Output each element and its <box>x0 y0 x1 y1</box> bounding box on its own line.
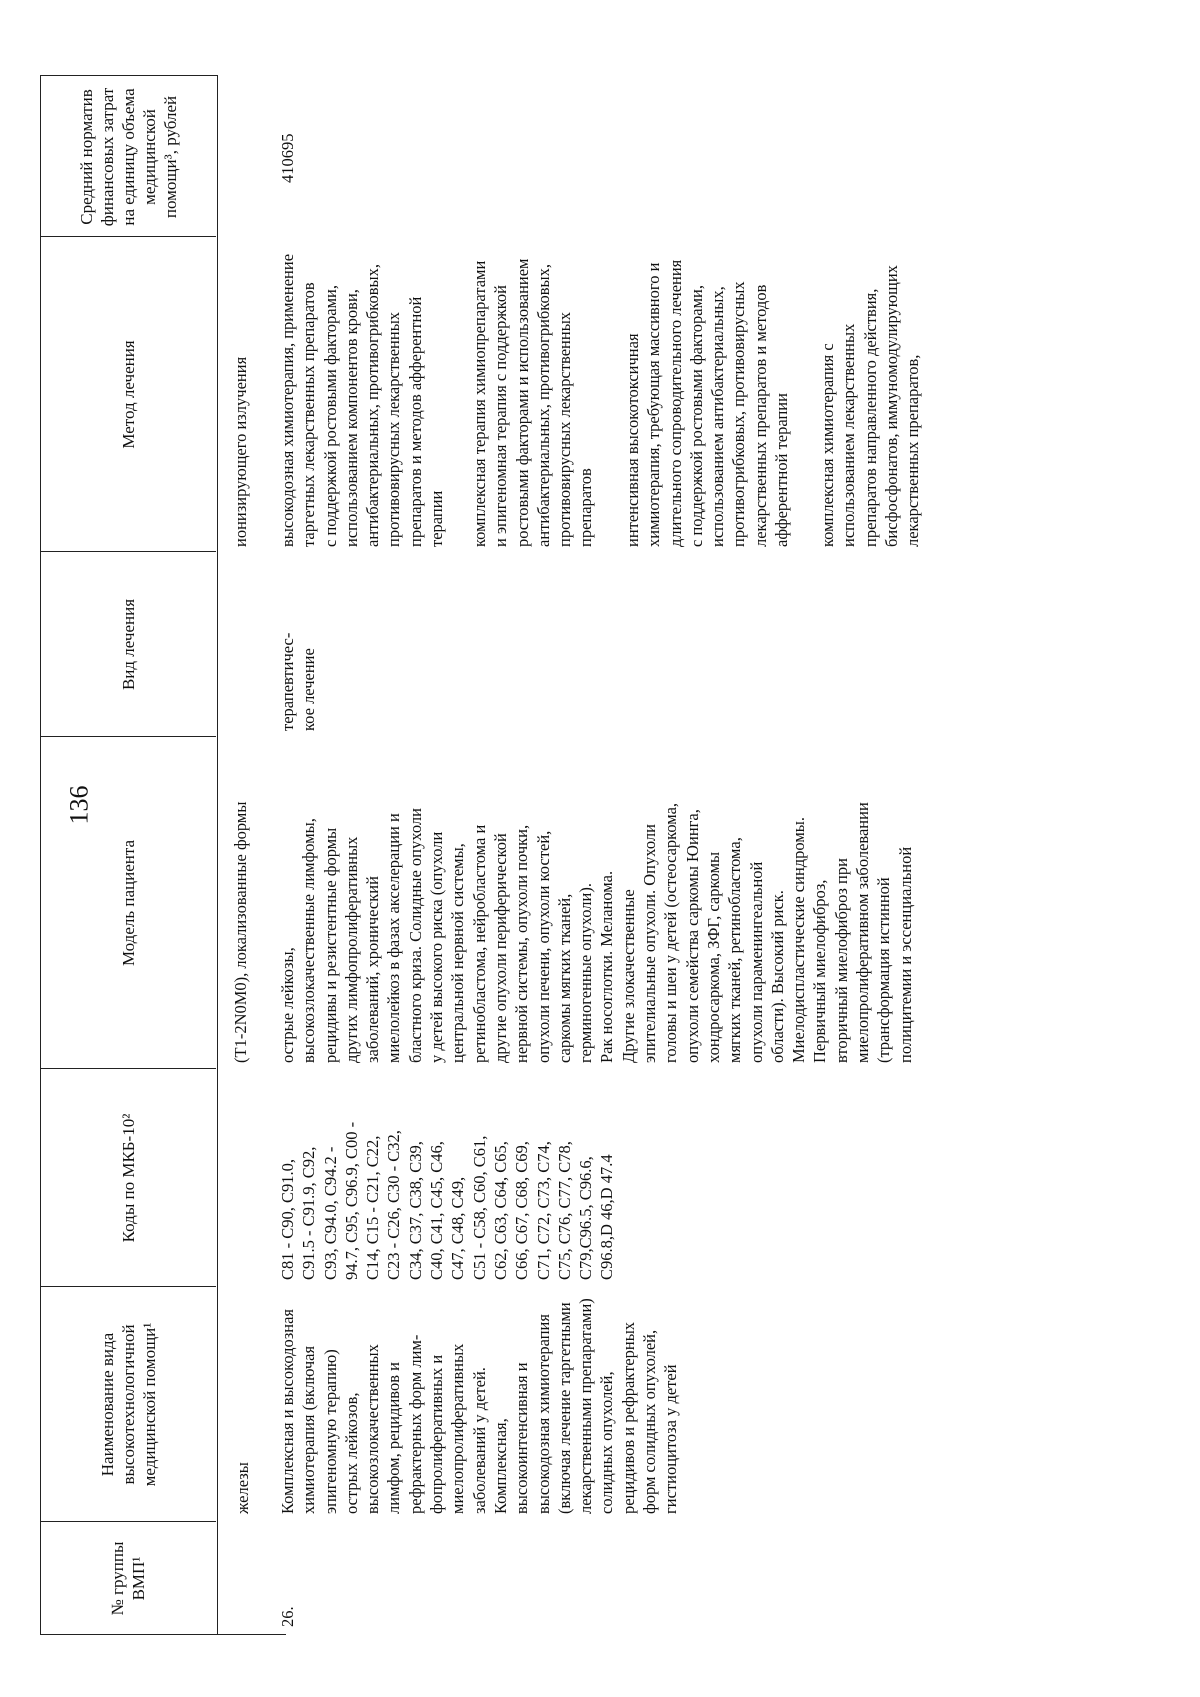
row-26-model: острые лейкозы, высокозлокачественные лимфомы, рецидивы и резистентные формы других лимфопролиферативных заболеваний, хронический миелолейкоз в фазах акселерации и бластного криза. Солидные опухоли у детей высокого риска (опухоли центральной нервной системы, ретинобластома, нейробластома и другие опухоли периферической нервной системы, опухоли почки, опухоли печени, опухоли костей, саркомы мягких тканей, герминогенные опухоли). Рак носоглотки. Меланома. Другие злокачественные эпителиальные опухоли. Опухоли головы и шеи у детей (остеосаркома, опухоли семейства саркомы Юинга, хондросаркома, ЗФГ, саркомы мягких тканей, ретинобластома, опухоли параменингеальной области). Высокий риск. Миелодиспластические синдромы. Первичный миелофиброз, вторичный миелофиброз при миелопролиферативном заболевании (трансформация истинной полицитемии и эссенциальной <box>278 802 915 1063</box>
row-26-codes: C81 - C90, C91.0, C91.5 - C91.9, C92, C93, C94.0, C94.2 - 94.7, C95, C96.9, C00 - C14, C15 - C21, C22, C23 - C26, C30 - C32, C34, C37, C38, C39, C40, C41, C45, C46, C47, C48, C49, C51 - C58, C60, C61, C62, C63, C64, C65, C66, C67, C68, C69, C71, C72, C73, C74, C75, C76, C77, C78, C79,C96.5, C96.6, C96.8,D 46,D 47.4 <box>278 1121 617 1280</box>
header-cost: Средний норматив финансовых затрат на единицу объема медицинской помощи³, рублей <box>76 87 180 227</box>
header-codes: Коды по МКБ-10² <box>118 1113 138 1243</box>
row-26-method-4: комплексная химиотерапия с использованием лекарственных препаратов направленного действия, бисфосфонатов, иммуномодулирующих лекарственных препаратов, <box>818 265 923 547</box>
header-type: Вид лечения <box>118 598 138 691</box>
page-number: 136 <box>64 785 94 825</box>
left-rule <box>216 1634 286 1635</box>
row-26-method-1: высокодозная химиотерапия, применение таргетных лекарственных препаратов с поддержкой ростовыми факторами, использованием компонентов крови, антибактериальных, противогрибковых, противовирусных лекарственных препаратов и методов афферентной терапии <box>278 253 447 547</box>
header-method: Метод лечения <box>118 340 138 449</box>
row-26-cost: 410695 <box>278 133 297 183</box>
row-26-num: 26. <box>278 1606 297 1627</box>
row-26-method-2: комплексная терапия химиопрепаратами и эпигеномная терапия с поддержкой ростовыми факторами и использованием антибактериальных, противогрибковых, противовирусных лекарственных препаратов <box>470 258 596 547</box>
header-name: Наименование вида высокотехнологичной медицинской помощи¹ <box>97 1322 159 1487</box>
continuation-model: (T1-2N0M0), локализованные формы <box>231 801 250 1063</box>
continuation-name: железы <box>233 1462 252 1514</box>
row-26-method-3: интенсивная высокотоксичная химиотерапия, требующая массивного и длительного сопроводительного лечения с поддержкой ростовыми факторами, использованием антибактериальных, противогрибковых, противовирусных лекарственных препаратов и методов афферентной терапии <box>623 259 792 547</box>
header-num: № группы ВМП¹ <box>108 1541 148 1616</box>
header-model: Модель пациента <box>118 839 138 967</box>
row-26-name: Комплексная и высокодозная химиотерапия (включая эпигеномную терапию) острых лейкозов, высокозлокачественных лимфом, рецидивов и рефрактерных форм лим- фопролиферативных и миелопролиферативных заболеваний у детей. Комплексная, высокоинтенсивная и высокодозная химиотерапия (включая лечение таргетными лекарственными препаратами) солидных опухолей, рецидивов и рефрактерных форм солидных опухолей, гистиоцитоза у детей <box>278 1298 681 1514</box>
continuation-method: ионизирующего излучения <box>231 356 250 547</box>
row-26-type: терапевтичес- кое лечение <box>278 632 319 731</box>
